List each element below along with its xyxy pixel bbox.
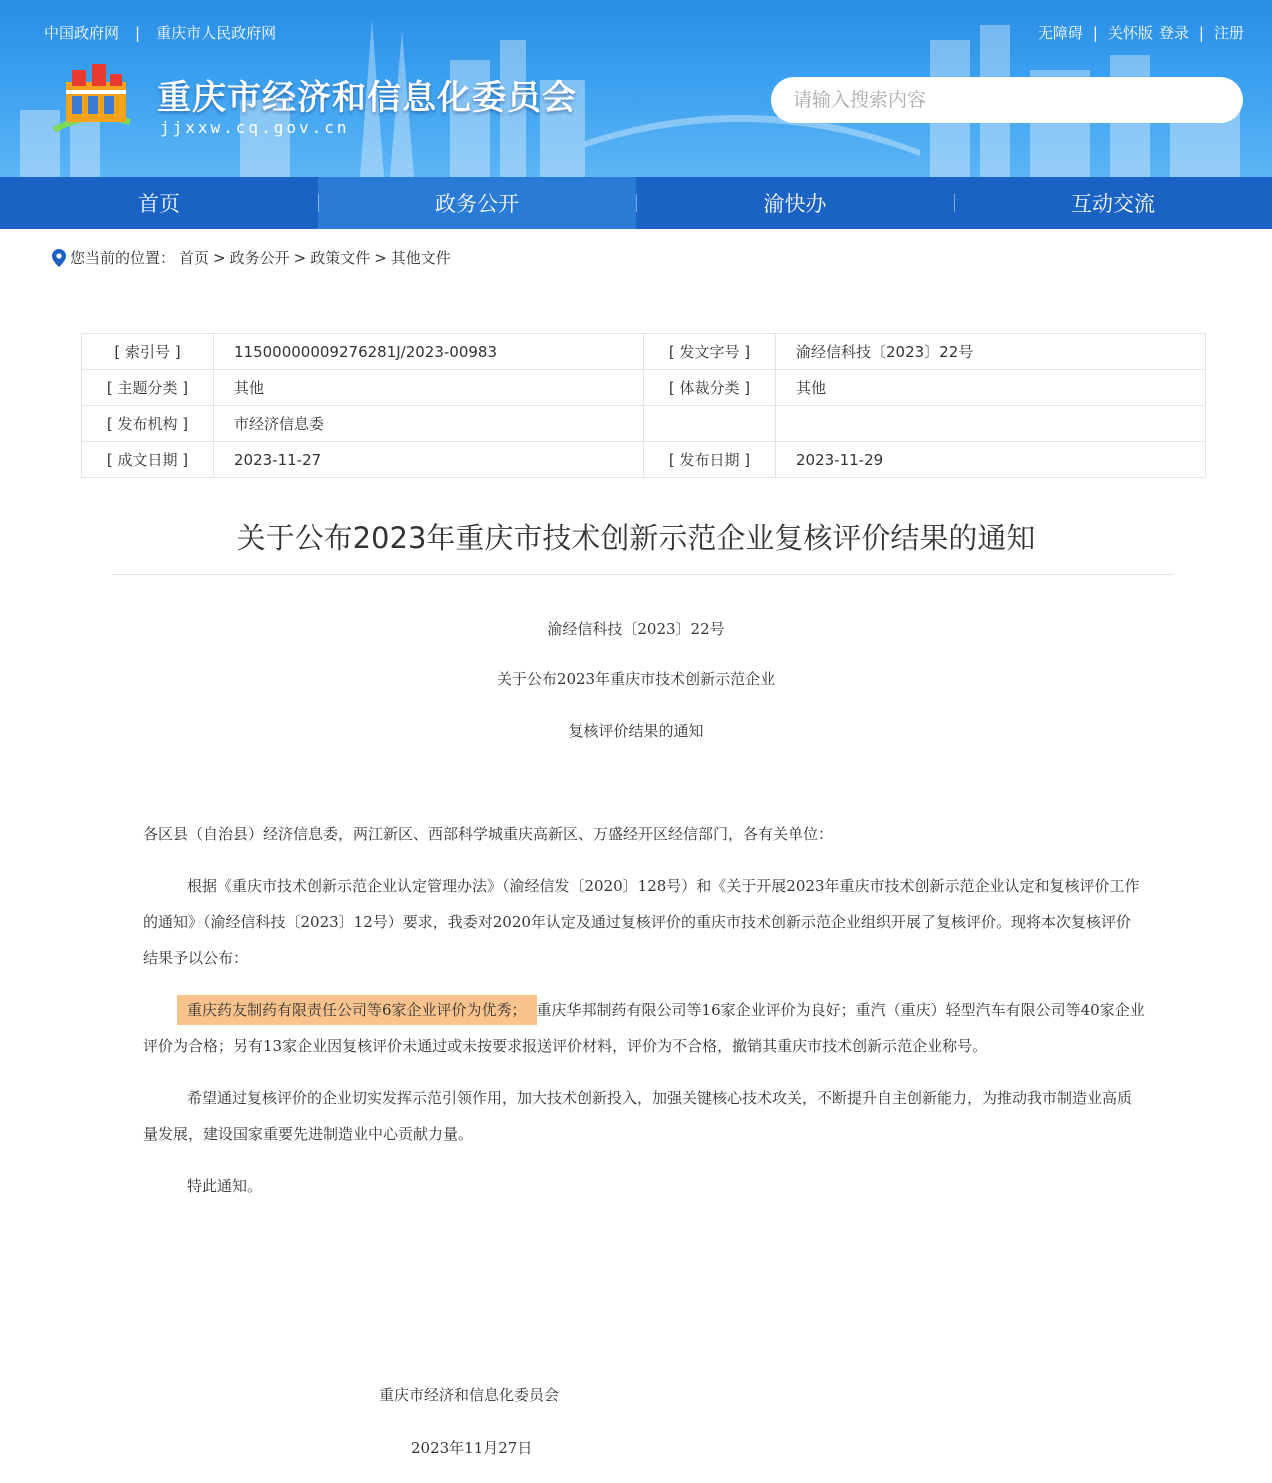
breadcrumb-policy-docs[interactable]: 政策文件 xyxy=(310,249,371,267)
top-links-right xyxy=(1038,22,1244,43)
breadcrumb xyxy=(52,247,451,268)
signature-organization: 重庆市经济和信息化委员会 xyxy=(379,1386,560,1404)
link-care-version[interactable]: 关怀版 xyxy=(1107,24,1153,42)
body-paragraph-2 xyxy=(143,992,1145,1064)
search-input[interactable] xyxy=(771,77,1243,123)
breadcrumb-separator: > xyxy=(213,248,226,267)
breadcrumb-prefix: 您当前的位置： xyxy=(70,249,176,267)
link-login[interactable]: 登录 xyxy=(1158,24,1189,42)
empty-cell xyxy=(644,406,776,442)
genre-value: 其他 xyxy=(776,370,1206,406)
search-box xyxy=(771,77,1243,123)
breadcrumb-separator: > xyxy=(293,248,307,267)
breadcrumb-other-docs[interactable]: 其他文件 xyxy=(390,249,451,267)
divider: | xyxy=(135,23,141,42)
site-domain: jjxxw.cq.gov.cn xyxy=(160,118,350,137)
link-cq-gov[interactable]: 重庆市人民政府网 xyxy=(156,24,277,42)
addressee: 各区县（自治县）经济信息委，两江新区、西部科学城重庆高新区、万盛经开区经信部门，各有关单位： xyxy=(143,825,834,843)
logo-icon[interactable] xyxy=(44,60,136,140)
nav-yukuaiban[interactable]: 渝快办 xyxy=(636,177,954,229)
nav-government-affairs[interactable]: 政务公开 xyxy=(318,177,636,229)
breadcrumb-separator: > xyxy=(374,248,387,267)
made-date-value: 2023-11-27 xyxy=(214,442,644,478)
main-nav xyxy=(0,177,1272,229)
topic-value: 其他 xyxy=(214,370,644,406)
site-title[interactable]: 重庆市经济和信息化委员会 xyxy=(157,78,577,118)
link-accessibility[interactable]: 无障碍 xyxy=(1037,24,1083,42)
breadcrumb-gov-affairs[interactable]: 政务公开 xyxy=(229,249,290,267)
nav-home[interactable]: 首页 xyxy=(138,192,180,216)
document-number: 渝经信科技〔2023〕22号 xyxy=(547,620,725,638)
body-paragraph-4: 特此通知。 xyxy=(187,1177,263,1195)
table-row xyxy=(82,442,1206,478)
nav-interaction[interactable]: 互动交流 xyxy=(954,177,1272,229)
made-date-label: [ 成文日期 ] xyxy=(82,442,214,478)
index-value: 11500000009276281J/2023-00983 xyxy=(214,334,644,370)
document-subtitle-line-2: 复核评价结果的通知 xyxy=(568,722,704,740)
org-label: [ 发布机构 ] xyxy=(82,406,214,442)
title-divider xyxy=(112,574,1173,575)
site-header xyxy=(0,0,1272,177)
docno-value: 渝经信科技〔2023〕22号 xyxy=(776,334,1206,370)
document-title: 关于公布2023年重庆市技术创新示范企业复核评价结果的通知 xyxy=(236,521,1036,555)
signature-date: 2023年11月27日 xyxy=(411,1439,533,1457)
docno-label: [ 发文字号 ] xyxy=(644,334,776,370)
document-subtitle-line-1: 关于公布2023年重庆市技术创新示范企业 xyxy=(496,670,776,688)
divider: | xyxy=(1198,23,1204,42)
table-row xyxy=(82,370,1206,406)
link-register[interactable]: 注册 xyxy=(1213,24,1244,42)
location-pin-icon xyxy=(52,249,66,267)
top-links-left xyxy=(44,22,276,43)
table-row xyxy=(82,334,1206,370)
topic-label: [ 主题分类 ] xyxy=(82,370,214,406)
link-gov-cn[interactable]: 中国政府网 xyxy=(44,24,120,42)
highlighted-text: 重庆药友制药有限责任公司等6家企业评价为优秀； xyxy=(177,995,537,1025)
breadcrumb-home[interactable]: 首页 xyxy=(179,249,210,267)
pub-date-value: 2023-11-29 xyxy=(776,442,1206,478)
pub-date-label: [ 发布日期 ] xyxy=(644,442,776,478)
empty-cell xyxy=(776,406,1206,442)
body-paragraph-2-rest: 重庆华邦制药有限公司等16家企业评价为良好；重汽（重庆）轻型汽车有限公司等40家企业评价为合格；另有13家企业因复核评价未通过或未按要求报送评价材料，评价为不合格，撤销其重庆市技术创新示范企业称号。 xyxy=(143,1001,1145,1055)
divider: | xyxy=(1092,23,1098,42)
body-paragraph-3: 希望通过复核评价的企业切实发挥示范引领作用，加大技术创新投入，加强关键核心技术攻关，不断提升自主创新能力，为推动我市制造业高质量发展，建设国家重要先进制造业中心贡献力量。 xyxy=(143,1089,1133,1143)
table-row xyxy=(82,406,1206,442)
document-info-table xyxy=(81,333,1206,478)
index-label: [ 索引号 ] xyxy=(82,334,214,370)
genre-label: [ 体裁分类 ] xyxy=(644,370,776,406)
org-value: 市经济信息委 xyxy=(214,406,644,442)
body-paragraph-1: 根据《重庆市技术创新示范企业认定管理办法》（渝经信发〔2020〕128号）和《关于开展2023年重庆市技术创新示范企业认定和复核评价工作的通知》（渝经信科技〔2023〕12号）要求，我委对2020年认定及通过复核评价的重庆市技术创新示范企业组织开展了复核评价。现将本次复核评价结果予以公布： xyxy=(143,877,1140,967)
